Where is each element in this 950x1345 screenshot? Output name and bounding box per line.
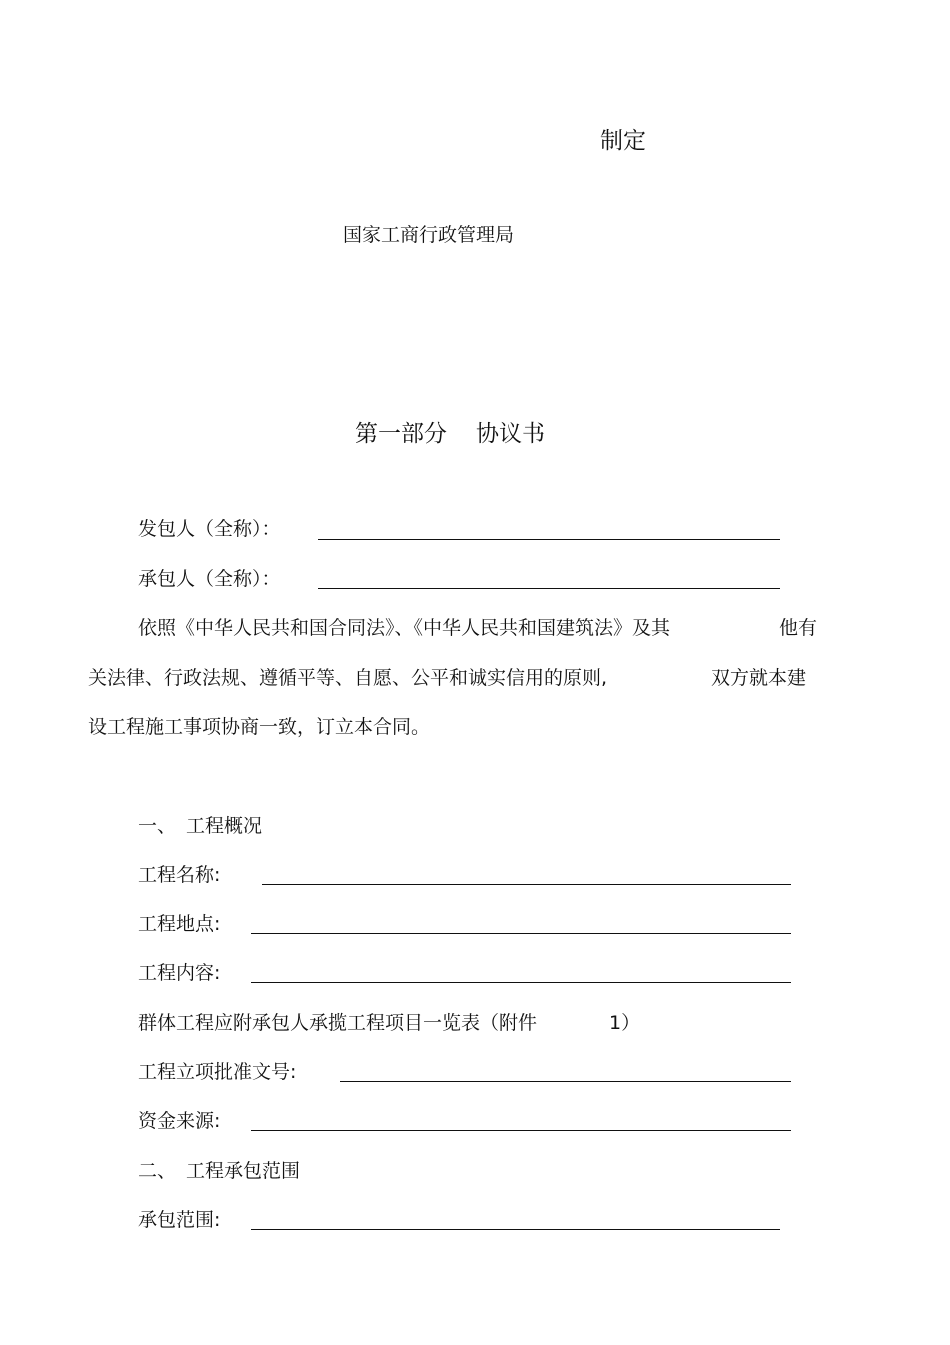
project-name-fill-line — [262, 884, 791, 885]
preamble-line1-b: 他有 — [779, 617, 818, 639]
preamble-line1-a: 依照《中华人民共和国合同法》、《中华人民共和国建筑法》及其 — [138, 617, 671, 639]
funding-source-label: 资金来源: — [138, 1110, 221, 1132]
approval-number-fill-line — [340, 1081, 791, 1082]
section2-number: 二、 — [138, 1160, 177, 1182]
employer-fill-line — [318, 539, 780, 540]
project-name-label: 工程名称: — [138, 864, 221, 886]
made-by-text: 制定 — [600, 128, 646, 154]
employer-label: 发包人（全称）： — [138, 518, 281, 540]
project-location-fill-line — [251, 933, 791, 934]
issuing-agency: 国家工商行政管理局 — [343, 224, 515, 246]
approval-number-label: 工程立项批准文号: — [138, 1061, 297, 1083]
preamble-line2-b: 双方就本建 — [711, 667, 807, 689]
group-project-note-b: 1） — [609, 1012, 641, 1034]
project-location-label: 工程地点: — [138, 913, 221, 935]
project-content-fill-line — [251, 982, 791, 983]
contractor-fill-line — [318, 588, 780, 589]
preamble-line3: 设工程施工事项协商一致，订立本合同。 — [88, 716, 431, 738]
contractor-label: 承包人（全称）： — [138, 568, 281, 590]
part-number-title: 第一部分 — [355, 421, 447, 447]
preamble-line2-a: 关法律、行政法规、遵循平等、自愿、公平和诚实信用的原则, — [88, 667, 608, 689]
section2-heading: 工程承包范围 — [186, 1160, 301, 1182]
section1-number: 一、 — [138, 815, 177, 837]
contract-scope-fill-line — [251, 1229, 780, 1230]
contract-scope-label: 承包范围: — [138, 1209, 221, 1231]
project-content-label: 工程内容: — [138, 962, 221, 984]
group-project-note-a: 群体工程应附承包人承揽工程项目一览表（附件 — [138, 1012, 538, 1034]
funding-source-fill-line — [251, 1130, 791, 1131]
section1-heading: 工程概况 — [186, 815, 263, 837]
part-name-title: 协议书 — [476, 421, 545, 447]
